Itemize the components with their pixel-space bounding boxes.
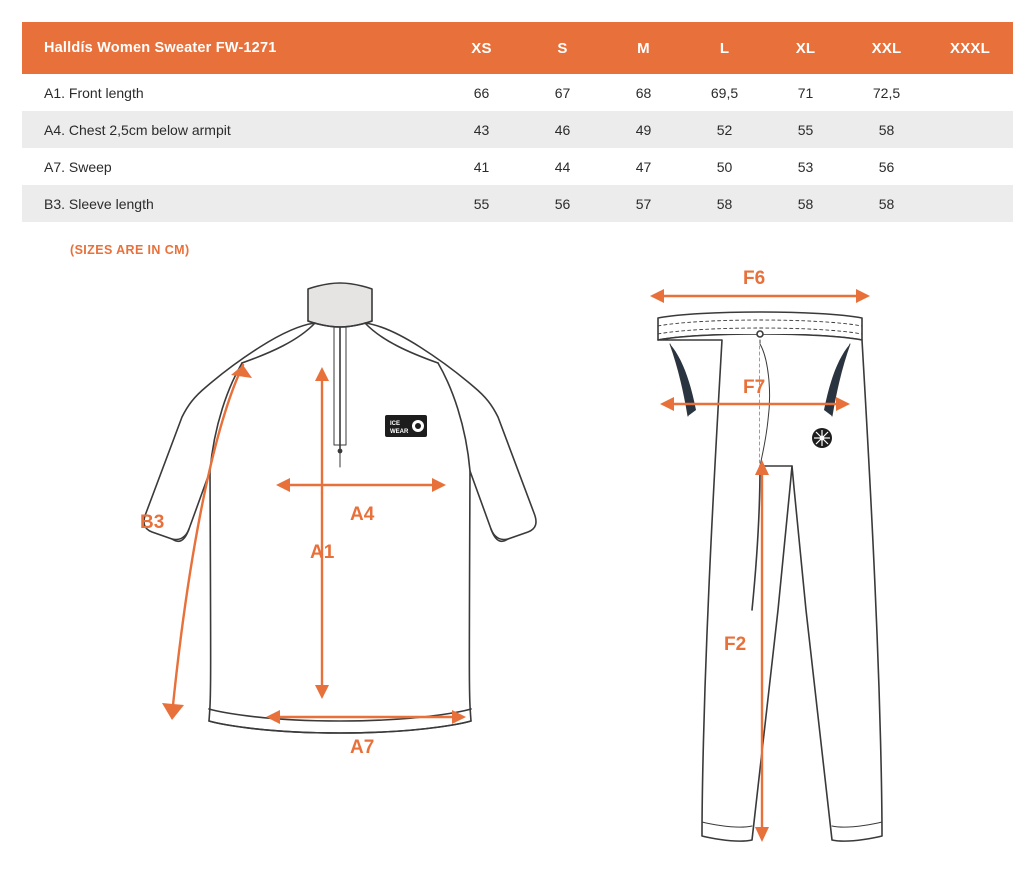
measurement-value: 71 [765, 74, 846, 111]
measurement-label: A4. Chest 2,5cm below armpit [22, 111, 360, 148]
table-header-row [22, 22, 1013, 74]
row-spacer-cell [360, 111, 441, 148]
measurement-label: B3. Sleeve length [22, 185, 360, 222]
table-row [22, 148, 1013, 185]
dimension-label-a4: A4 [350, 504, 375, 525]
row-spacer-cell [360, 148, 441, 185]
measurement-value [927, 185, 1013, 222]
measurement-value: 58 [846, 111, 927, 148]
brand-line-2: WEAR [390, 429, 409, 435]
size-column-xxl: XXL [846, 22, 927, 74]
size-column-xs: XS [441, 22, 522, 74]
measurement-value: 66 [441, 74, 522, 111]
pants-technical-drawing [610, 270, 910, 870]
measurement-value: 53 [765, 148, 846, 185]
measurement-value: 49 [603, 111, 684, 148]
measurement-value: 68 [603, 74, 684, 111]
row-spacer-cell [360, 185, 441, 222]
measurement-value: 56 [846, 148, 927, 185]
size-column-xl: XL [765, 22, 846, 74]
measurement-value: 41 [441, 148, 522, 185]
measurement-value: 69,5 [684, 74, 765, 111]
size-table-container [22, 22, 1013, 222]
measurement-value: 52 [684, 111, 765, 148]
size-column-m: M [603, 22, 684, 74]
measurement-value: 72,5 [846, 74, 927, 111]
size-column-s: S [522, 22, 603, 74]
measurement-value: 58 [765, 185, 846, 222]
measurement-value: 58 [846, 185, 927, 222]
measurement-value: 46 [522, 111, 603, 148]
measurement-value: 55 [765, 111, 846, 148]
sweater-technical-drawing [110, 275, 570, 795]
dimension-label-f7: F7 [743, 377, 766, 398]
table-row [22, 111, 1013, 148]
row-spacer-cell [360, 74, 441, 111]
measurement-value: 58 [684, 185, 765, 222]
units-note: (SIZES ARE IN CM) [70, 243, 190, 257]
brand-line-1: ICE [390, 421, 401, 427]
measurement-value: 56 [522, 185, 603, 222]
dimension-label-b3: B3 [140, 512, 165, 533]
dimension-label-a1: A1 [310, 542, 335, 563]
table-title: Halldís Women Sweater FW-1271 [22, 22, 360, 74]
measurement-value: 67 [522, 74, 603, 111]
size-column-xxxl: XXXL [927, 22, 1013, 74]
size-column-l: L [684, 22, 765, 74]
measurement-value [927, 74, 1013, 111]
measurement-value: 57 [603, 185, 684, 222]
measurement-label: A1. Front length [22, 74, 360, 111]
measurement-value [927, 111, 1013, 148]
size-table [22, 22, 1013, 222]
ice-wear-brand-logo [385, 415, 427, 437]
header-spacer-cell [360, 22, 441, 74]
measurement-value [927, 148, 1013, 185]
measurement-value: 47 [603, 148, 684, 185]
measurement-value: 50 [684, 148, 765, 185]
table-row [22, 74, 1013, 111]
measurement-label: A7. Sweep [22, 148, 360, 185]
dimension-label-a7: A7 [350, 737, 375, 758]
dimension-label-f6: F6 [743, 270, 766, 289]
table-row [22, 185, 1013, 222]
measurement-value: 55 [441, 185, 522, 222]
dimension-label-f2: F2 [724, 634, 747, 655]
snowflake-logo-icon [812, 428, 832, 448]
measurement-value: 44 [522, 148, 603, 185]
measurement-value: 43 [441, 111, 522, 148]
